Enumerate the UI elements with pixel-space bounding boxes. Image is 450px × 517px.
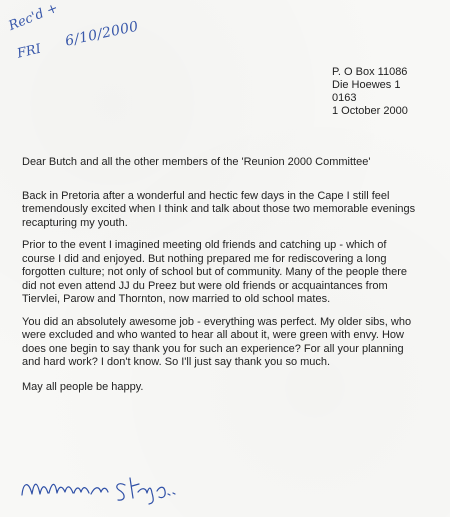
letter-body [22, 156, 416, 394]
received-note-initials: FRI [15, 41, 43, 62]
address-line-postcode: 0163 [332, 92, 357, 104]
letter-date: 1 October 2000 [332, 105, 408, 117]
closing-line: May all people be happy. [22, 380, 144, 393]
received-note-line: Rec'd + [6, 0, 61, 34]
paragraph-return-home: Back in Pretoria after a wonderful and hectic few days in the Cape I still feel tremendously excited when I think and talk about those two memorable evenings recapturing my youth. [22, 189, 416, 229]
received-note-date: 6/10/2000 [63, 18, 140, 50]
handwritten-signature [18, 472, 193, 508]
address-line-po-box: P. O Box 11086 [332, 66, 408, 78]
paragraph-thanks: You did an absolutely awesome job - everything was perfect. My older sibs, who were excluded and who wanted to hear all about it, were green with envy. How does one begin to say thank you for such an experience? For all your planning and hard work? I don't know. So I'll just say thank you so much. [22, 315, 412, 368]
sender-address-block [332, 66, 408, 118]
address-line-suburb: Die Hoewes 1 [332, 79, 401, 91]
paragraph-expectations: Prior to the event I imagined meeting old friends and catching up - which of course I did and enjoyed. But nothing prepared me for rediscovering a long forgotten culture; not only of school but of community. Many of the people there did not even attend JJ du Preez but were old friends or acquaintances from Tiervlei, Parow and Thornton, now married to old school mates. [22, 239, 408, 305]
salutation: Dear Butch and all the other members of the 'Reunion 2000 Committee' [22, 156, 371, 168]
handwritten-received-note [4, 0, 154, 66]
